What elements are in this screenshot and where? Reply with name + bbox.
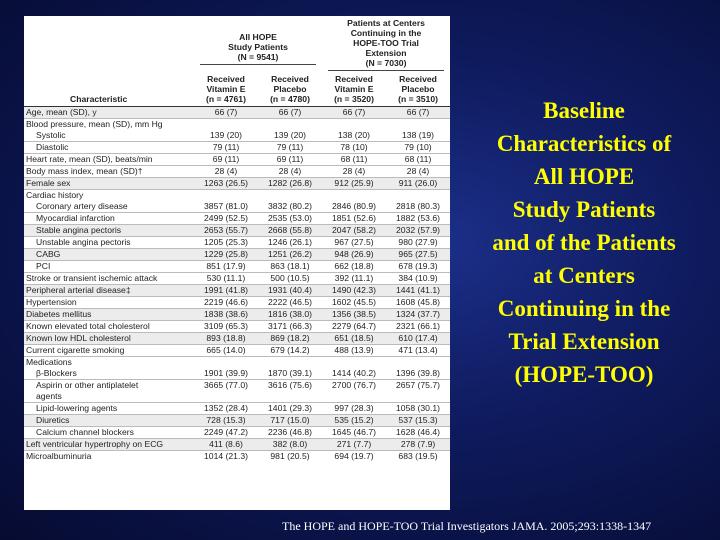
- row-label: Hypertension: [24, 297, 194, 309]
- table-row: [24, 368, 450, 380]
- column-header-row: [24, 71, 450, 107]
- title-line: (HOPE-TOO): [514, 362, 654, 387]
- cell-value: 3665 (77.0): [194, 380, 258, 403]
- table-row: [24, 333, 450, 345]
- cell-value: 1882 (53.6): [386, 213, 450, 225]
- characteristic-header: Characteristic: [24, 71, 194, 107]
- cell-value: 2499 (52.5): [194, 213, 258, 225]
- row-label: Left ventricular hypertrophy on ECG: [24, 439, 194, 451]
- table-row: [24, 166, 450, 178]
- table-row: [24, 107, 450, 119]
- data-table: [24, 16, 450, 462]
- cell-value: 1991 (41.8): [194, 285, 258, 297]
- column-header-line: (n = 3510): [398, 94, 438, 104]
- row-label: Myocardial infarction: [24, 213, 194, 225]
- title-line: at Centers: [533, 263, 635, 288]
- table-row: [24, 190, 450, 202]
- cell-value: 1356 (38.5): [322, 309, 386, 321]
- cell-value: 665 (14.0): [194, 345, 258, 357]
- table-row: [24, 297, 450, 309]
- cell-value: 28 (4): [194, 166, 258, 178]
- baseline-characteristics-table: [24, 16, 450, 510]
- cell-value: 28 (4): [322, 166, 386, 178]
- cell-value: 2249 (47.2): [194, 427, 258, 439]
- cell-value: 651 (18.5): [322, 333, 386, 345]
- row-label: β-Blockers: [36, 368, 77, 378]
- group-header-line: (N = 7030): [365, 58, 407, 68]
- table-row: [24, 249, 450, 261]
- group-header-line: HOPE-TOO Trial: [353, 38, 419, 48]
- blank-header-cell: [24, 16, 194, 71]
- cell-value: 728 (15.3): [194, 415, 258, 427]
- cell-value: 66 (7): [322, 107, 386, 119]
- cell-value: 863 (18.1): [258, 261, 322, 273]
- cell-value: 278 (7.9): [386, 439, 450, 451]
- cell-value: 382 (8.0): [258, 439, 322, 451]
- cell-value: 139 (20): [209, 130, 242, 140]
- title-line: Baseline: [543, 98, 625, 123]
- cell-value: 683 (19.5): [386, 451, 450, 463]
- cell-value: 1931 (40.4): [258, 285, 322, 297]
- cell-value: 3857 (81.0): [204, 201, 248, 211]
- cell-value: 411 (8.6): [194, 439, 258, 451]
- cell-value: 717 (15.0): [258, 415, 322, 427]
- row-label: Unstable angina pectoris: [24, 237, 194, 249]
- cell-value: 1263 (26.5): [194, 178, 258, 190]
- cell-value: 912 (25.9): [322, 178, 386, 190]
- cell-value: [386, 190, 450, 202]
- table-row: [24, 380, 450, 403]
- table-row: [24, 451, 450, 463]
- cell-value: 1645 (46.7): [322, 427, 386, 439]
- table-row: [24, 237, 450, 249]
- cell-value: [322, 119, 386, 131]
- table-row: [24, 285, 450, 297]
- row-label: Coronary artery disease: [36, 201, 128, 211]
- table-row: [24, 357, 450, 369]
- cell-value: 997 (28.3): [322, 403, 386, 415]
- group-header-line: Patients at Centers: [347, 18, 425, 28]
- row-label: Calcium channel blockers: [24, 427, 194, 439]
- cell-value: 138 (20): [338, 130, 371, 140]
- cell-value: 965 (27.5): [386, 249, 450, 261]
- cell-value: 271 (7.7): [322, 439, 386, 451]
- cell-value: [194, 190, 258, 202]
- cell-value: 1324 (37.7): [386, 309, 450, 321]
- cell-value: 981 (20.5): [258, 451, 322, 463]
- group-header-text: [328, 18, 444, 71]
- cell-value: [258, 190, 322, 202]
- table-row: [24, 142, 450, 154]
- title-line: and of the Patients: [492, 230, 676, 255]
- row-label: Lipid-lowering agents: [24, 403, 194, 415]
- group-header-1: [194, 16, 322, 71]
- row-label: PCI: [24, 261, 194, 273]
- group-header-line: Extension: [365, 48, 407, 58]
- cell-value: 471 (13.4): [386, 345, 450, 357]
- cell-value: 1870 (39.1): [268, 368, 312, 378]
- cell-value: 69 (11): [194, 154, 258, 166]
- row-label: Diuretics: [24, 415, 194, 427]
- cell-value: 2818 (80.3): [396, 201, 440, 211]
- row-label: Heart rate, mean (SD), beats/min: [24, 154, 194, 166]
- row-label: Systolic: [36, 130, 66, 140]
- row-label: CABG: [24, 249, 194, 261]
- table-row: [24, 273, 450, 285]
- table-row: [24, 119, 450, 131]
- group-header-line: (N = 9541): [237, 52, 279, 62]
- table-row: [24, 309, 450, 321]
- cell-value: 1838 (38.6): [194, 309, 258, 321]
- cell-value: 66 (7): [258, 107, 322, 119]
- table-row: [24, 178, 450, 190]
- cell-value: 948 (26.9): [322, 249, 386, 261]
- cell-value: 2321 (66.1): [386, 321, 450, 333]
- column-header-line: Placebo: [273, 84, 307, 94]
- cell-value: [258, 119, 322, 131]
- table-row: [24, 201, 450, 213]
- cell-value: 2846 (80.9): [332, 201, 376, 211]
- cell-value: 1352 (28.4): [194, 403, 258, 415]
- cell-value: [386, 357, 450, 369]
- cell-value: 3832 (80.2): [268, 201, 312, 211]
- cell-value: 68 (11): [386, 154, 450, 166]
- row-label: Female sex: [24, 178, 194, 190]
- cell-value: 66 (7): [386, 107, 450, 119]
- cell-value: 488 (13.9): [322, 345, 386, 357]
- cell-value: 911 (26.0): [386, 178, 450, 190]
- column-header-3: [322, 71, 386, 107]
- row-label: Stable angina pectoris: [24, 225, 194, 237]
- table-row: [24, 225, 450, 237]
- cell-value: 78 (10): [322, 142, 386, 154]
- cell-value: 869 (18.2): [258, 333, 322, 345]
- cell-value: [386, 119, 450, 131]
- table-row: [24, 403, 450, 415]
- column-header-line: (n = 4780): [270, 94, 310, 104]
- cell-value: 28 (4): [386, 166, 450, 178]
- cell-value: 2653 (55.7): [194, 225, 258, 237]
- title-line: Study Patients: [512, 197, 656, 222]
- table-row: [24, 154, 450, 166]
- row-label: Medications: [24, 357, 194, 369]
- cell-value: 2236 (46.8): [258, 427, 322, 439]
- cell-value: 1608 (45.8): [386, 297, 450, 309]
- cell-value: [194, 357, 258, 369]
- slide-title: [462, 94, 706, 391]
- column-header-line: (n = 3520): [334, 94, 374, 104]
- title-line: Characteristics of: [496, 131, 672, 156]
- column-header-line: (n = 4761): [206, 94, 246, 104]
- group-header-2: [322, 16, 450, 71]
- cell-value: 1851 (52.6): [322, 213, 386, 225]
- table-row: [24, 439, 450, 451]
- cell-value: 68 (11): [322, 154, 386, 166]
- group-header-text: [200, 32, 316, 65]
- cell-value: 893 (18.8): [194, 333, 258, 345]
- column-header-line: Vitamin E: [206, 84, 246, 94]
- row-label: Current cigarette smoking: [24, 345, 194, 357]
- cell-value: 967 (27.5): [322, 237, 386, 249]
- column-header-line: Received: [271, 74, 309, 84]
- cell-value: 66 (7): [194, 107, 258, 119]
- cell-value: 2535 (53.0): [258, 213, 322, 225]
- cell-value: 1229 (25.8): [194, 249, 258, 261]
- title-line: Trial Extension: [508, 329, 660, 354]
- cell-value: 2222 (46.5): [258, 297, 322, 309]
- row-label: Blood pressure, mean (SD), mm Hg: [24, 119, 194, 131]
- column-header-line: Received: [207, 74, 245, 84]
- column-header-line: Received: [399, 74, 437, 84]
- cell-value: 1441 (41.1): [386, 285, 450, 297]
- column-header-2: [258, 71, 322, 107]
- cell-value: 1282 (26.8): [258, 178, 322, 190]
- cell-value: 851 (17.9): [194, 261, 258, 273]
- cell-value: 139 (20): [274, 130, 307, 140]
- table-row: [24, 345, 450, 357]
- cell-value: 2700 (76.7): [322, 380, 386, 403]
- row-label: Microalbuminuria: [24, 451, 194, 463]
- cell-value: 3109 (65.3): [194, 321, 258, 333]
- cell-value: 1396 (39.8): [396, 368, 440, 378]
- cell-value: 1401 (29.3): [258, 403, 322, 415]
- cell-value: 530 (11.1): [194, 273, 258, 285]
- citation: The HOPE and HOPE-TOO Trial Investigators JAMA. 2005;293:1338-1347: [282, 519, 652, 533]
- table-row: [24, 130, 450, 142]
- cell-value: 1816 (38.0): [258, 309, 322, 321]
- cell-value: 535 (15.2): [322, 415, 386, 427]
- row-label: Stroke or transient ischemic attack: [24, 273, 194, 285]
- row-label: Aspirin or other antiplatelet agents: [24, 380, 194, 403]
- cell-value: [258, 357, 322, 369]
- column-header-line: Placebo: [401, 84, 435, 94]
- row-label: Known low HDL cholesterol: [24, 333, 194, 345]
- cell-value: 678 (19.3): [386, 261, 450, 273]
- cell-value: 79 (11): [194, 142, 258, 154]
- cell-value: 2047 (58.2): [322, 225, 386, 237]
- cell-value: 2668 (55.8): [258, 225, 322, 237]
- cell-value: 138 (19): [402, 130, 435, 140]
- group-header-line: All HOPE: [239, 32, 277, 42]
- cell-value: 384 (10.9): [386, 273, 450, 285]
- cell-value: 3171 (66.3): [258, 321, 322, 333]
- cell-value: 1246 (26.1): [258, 237, 322, 249]
- table-row: [24, 261, 450, 273]
- cell-value: 392 (11.1): [322, 273, 386, 285]
- cell-value: 1205 (25.3): [194, 237, 258, 249]
- row-label: Diabetes mellitus: [24, 309, 194, 321]
- cell-value: 500 (10.5): [258, 273, 322, 285]
- group-header-line: Continuing in the: [350, 28, 422, 38]
- cell-value: 2219 (46.6): [194, 297, 258, 309]
- cell-value: 28 (4): [258, 166, 322, 178]
- cell-value: 980 (27.9): [386, 237, 450, 249]
- table-row: [24, 213, 450, 225]
- cell-value: [194, 119, 258, 131]
- cell-value: 1414 (40.2): [332, 368, 376, 378]
- cell-value: 69 (11): [258, 154, 322, 166]
- cell-value: 1251 (26.2): [258, 249, 322, 261]
- row-label: Diastolic: [24, 142, 194, 154]
- cell-value: 610 (17.4): [386, 333, 450, 345]
- cell-value: 1602 (45.5): [322, 297, 386, 309]
- row-label: Cardiac history: [24, 190, 194, 202]
- cell-value: 679 (14.2): [258, 345, 322, 357]
- cell-value: 2279 (64.7): [322, 321, 386, 333]
- row-label: Age, mean (SD), y: [24, 107, 194, 119]
- column-header-line: Received: [335, 74, 373, 84]
- group-header-line: Study Patients: [228, 42, 288, 52]
- table-row: [24, 427, 450, 439]
- row-label: Peripheral arterial disease‡: [24, 285, 194, 297]
- cell-value: 79 (11): [258, 142, 322, 154]
- cell-value: [322, 190, 386, 202]
- row-label: Known elevated total cholesterol: [24, 321, 194, 333]
- table-row: [24, 415, 450, 427]
- cell-value: 694 (19.7): [322, 451, 386, 463]
- row-label: Body mass index, mean (SD)†: [24, 166, 194, 178]
- column-header-line: Vitamin E: [334, 84, 374, 94]
- cell-value: 1058 (30.1): [386, 403, 450, 415]
- column-header-1: [194, 71, 258, 107]
- cell-value: 662 (18.8): [322, 261, 386, 273]
- cell-value: 1901 (39.9): [204, 368, 248, 378]
- group-header-row: [24, 16, 450, 71]
- cell-value: 1490 (42.3): [322, 285, 386, 297]
- table-row: [24, 321, 450, 333]
- cell-value: 3616 (75.6): [258, 380, 322, 403]
- cell-value: 1628 (46.4): [386, 427, 450, 439]
- column-header-4: [386, 71, 450, 107]
- cell-value: [322, 357, 386, 369]
- cell-value: 2032 (57.9): [386, 225, 450, 237]
- title-line: All HOPE: [533, 164, 635, 189]
- cell-value: 2657 (75.7): [386, 380, 450, 403]
- title-line: Continuing in the: [497, 296, 671, 321]
- cell-value: 1014 (21.3): [194, 451, 258, 463]
- cell-value: 537 (15.3): [386, 415, 450, 427]
- cell-value: 79 (10): [386, 142, 450, 154]
